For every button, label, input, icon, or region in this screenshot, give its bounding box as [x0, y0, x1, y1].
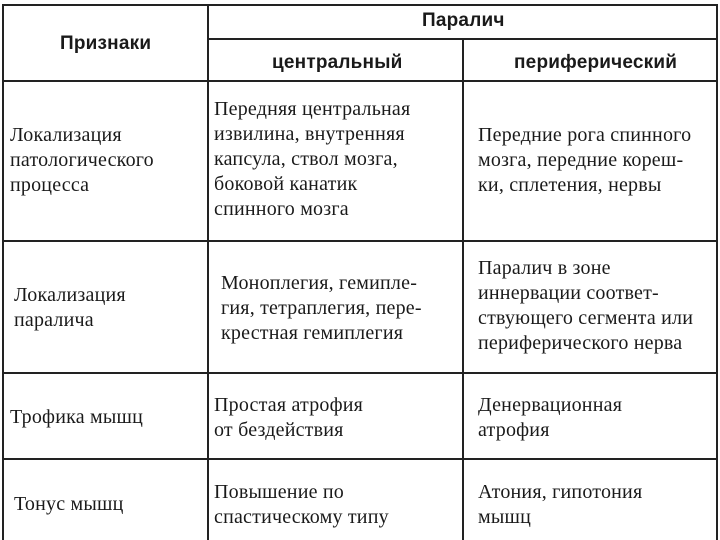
row3-feature: Трофика мышц	[10, 406, 144, 428]
table-border-left	[2, 4, 4, 540]
row3-central: Простая атрофия от бездействия	[214, 394, 364, 441]
row2-central: Моноплегия, гемипле- гия, тетраплегия, пере- крестная гемиплегия	[221, 272, 422, 344]
row-divider-2	[2, 372, 718, 374]
row1-central: Передняя центральная извилина, внутренняя капсула, ствол мозга, боковой канатик спинного мозга	[214, 98, 411, 220]
table-border-top	[2, 4, 718, 6]
row-divider-1	[2, 240, 718, 242]
column-divider-1	[207, 4, 209, 540]
header-central: центральный	[272, 52, 403, 73]
row4-peripheral: Атония, гипотония мышц	[478, 481, 643, 528]
row-divider-3	[2, 458, 718, 460]
header-bottom-border	[2, 80, 718, 82]
row2-peripheral: Паралич в зоне иннервации соответ- ствующего сегмента или периферического нерва	[478, 257, 694, 354]
column-divider-2	[462, 38, 464, 540]
row4-central: Повышение по спастическому типу	[214, 481, 389, 528]
table-border-right	[716, 4, 718, 540]
row1-feature: Локализация патологического процесса	[10, 124, 154, 196]
row1-peripheral: Передние рога спинного мозга, передние кореш- ки, сплетения, нервы	[478, 124, 692, 196]
header-peripheral: периферический	[514, 52, 678, 73]
row3-peripheral: Денервационная атрофия	[478, 394, 623, 441]
header-paralysis: Паралич	[422, 10, 505, 31]
row2-feature: Локализация паралича	[14, 284, 126, 331]
row4-feature: Тонус мышц	[14, 493, 124, 515]
header-features: Признаки	[60, 33, 152, 54]
